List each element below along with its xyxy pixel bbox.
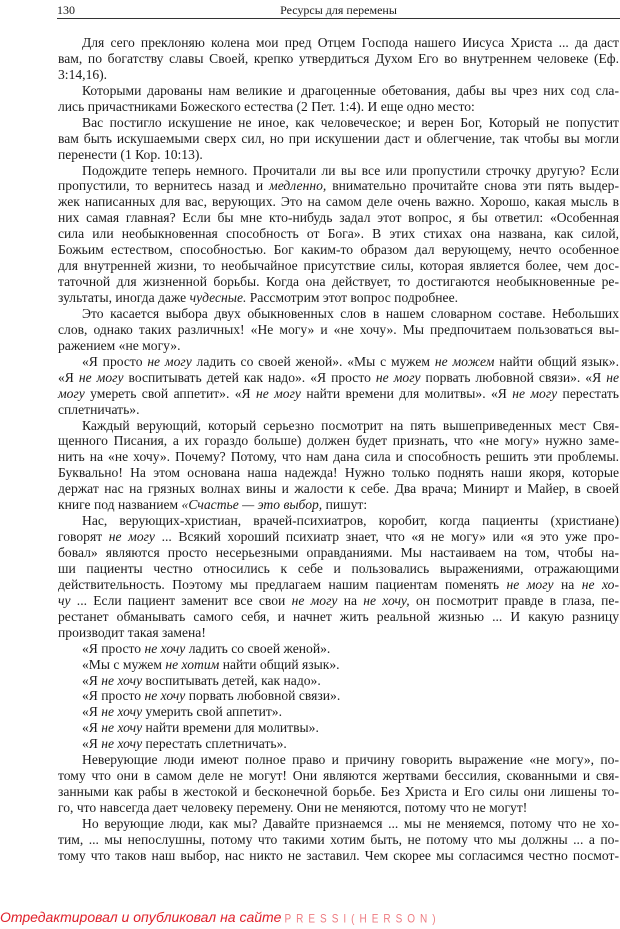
text-line: «Я не хочу найти времени для молитвы». bbox=[82, 720, 319, 736]
emphasis: не могу bbox=[108, 529, 155, 545]
text-line: «Я не хочу перестать сплетничать». bbox=[82, 736, 287, 752]
paragraph bbox=[58, 688, 619, 704]
site-logo: PRESSI(HERSON) bbox=[284, 912, 441, 927]
text-line: го, что навсегда дает человеку перемену. Они не меняются, потому что не могут! bbox=[58, 800, 528, 815]
text-line: них самая главная? Если бы мне кто-нибудь задал этот вопрос, я бы ответил: «Особенная bbox=[58, 210, 619, 226]
text-line: «Я просто не хочу порвать любовной связи». bbox=[82, 688, 341, 704]
text-line: Это касается выбора двух обыкновенных слов в нашем словарном составе. Небольших bbox=[82, 305, 619, 321]
text-line: тим, ... мы непослушны, потому что такими хотим быть, не потому что мы должны ... а по- bbox=[58, 831, 619, 847]
emphasis: не можем bbox=[434, 353, 495, 369]
emphasis: не bbox=[606, 369, 619, 385]
text-line: книге под названием «Счастье — это выбор, пишут: bbox=[58, 497, 368, 513]
emphasis: не могу bbox=[78, 369, 124, 385]
emphasis: не хотим bbox=[165, 656, 220, 672]
text-line: перенести (1 Кор. 10:13). bbox=[58, 146, 203, 162]
text-line: «Я не хочу воспитывать детей, как надо». bbox=[82, 672, 321, 688]
text-line: ражением «не могу». bbox=[58, 337, 181, 353]
text-line: Каждый верующий, который серьезно посмотрит на пять вышеприведенных мест Свя- bbox=[82, 417, 619, 433]
text-line: Буквально! На этом основана наша надежда! Нужно только поднять наши якоря, которые bbox=[58, 465, 619, 481]
emphasis: медленно, bbox=[269, 178, 327, 194]
paragraph bbox=[58, 35, 619, 83]
emphasis: не могу bbox=[506, 576, 554, 592]
emphasis: не хочу bbox=[144, 688, 186, 704]
text-line: «Я не могу воспитывать детей как надо». «Я просто не могу порвать любовной связи». «Я не bbox=[58, 369, 619, 385]
text-line: зультаты, иногда даже чудесные. Рассмотрим этот вопрос подробнее. bbox=[58, 290, 459, 305]
paragraph bbox=[58, 816, 619, 864]
text-line: занными как рабы в жестокой и бесконечной борьбе. Без Христа и Его силы они лишены то- bbox=[58, 784, 619, 800]
emphasis: чу bbox=[58, 592, 71, 608]
text-line: тому что они в самом деле не могут! Они являются жертвами бессилия, скованными и свя- bbox=[58, 768, 619, 784]
running-header bbox=[57, 2, 620, 19]
text-line: жек написанных для вас, верующих. Это на самом деле очень важно. Хорошо, какая мысль в bbox=[58, 194, 619, 210]
text-line: действительность. Поэтому мы предлагаем нашим пациентам поменять не могу на не хо- bbox=[58, 576, 619, 592]
text-line: вам быть искушаемыми сверх сил, но при искушении даст и облегчение, так чтобы вы могли bbox=[58, 130, 619, 146]
text-line: рестанет обманывать самого себя, и начнет жить реальной жизнью ... И какую разницу bbox=[58, 608, 619, 624]
paragraph bbox=[58, 736, 619, 752]
emphasis: не могу bbox=[375, 369, 421, 385]
text-line: Которыми дарованы нам великие и драгоценные обетования, дабы вы чрез них сод сла- bbox=[82, 82, 619, 98]
text-line: Вас постигло искушение не иное, как человеческое; и верен Бог, Который не попустит bbox=[82, 114, 619, 130]
text-line: сплетничать». bbox=[58, 401, 140, 417]
text-line: производит такая замена! bbox=[58, 624, 206, 640]
emphasis: чудесные. bbox=[189, 290, 247, 305]
text-line: Для сего преклоняю колена мои пред Отцем Господа нашего Иисуса Христа ... да даст bbox=[82, 35, 619, 50]
text-line: бовал» являются просто несерьезными оправданиями. Мы настаиваем на том, чтобы на- bbox=[58, 545, 619, 560]
paragraph bbox=[58, 752, 619, 816]
paragraph bbox=[58, 513, 619, 641]
text-line: слов, однако таких различных! «Не могу» и «не хочу». Мы предпочитаем пользоваться вы- bbox=[58, 321, 619, 337]
emphasis: не могу bbox=[291, 592, 338, 608]
credit-text: Отредактировал и опубликовал на сайте bbox=[0, 909, 282, 925]
emphasis: не могу bbox=[255, 385, 301, 401]
paragraph bbox=[58, 306, 619, 354]
text-line: нить на «не хочу». Почему? Потому, что нам дана сила и способность решить эти проблемы. bbox=[58, 449, 619, 465]
emphasis: могу bbox=[58, 385, 85, 401]
paragraph bbox=[58, 673, 619, 689]
paragraph bbox=[58, 418, 619, 514]
paragraph bbox=[58, 115, 619, 163]
text-line: чу ... Если пациент заменит все свои не могу на не хочу, он посмотрит правде в глаза, пе- bbox=[58, 592, 619, 608]
emphasis: не хо- bbox=[581, 576, 619, 592]
footer bbox=[0, 909, 441, 927]
text-line: могу умереть свой аппетит». «Я не могу найти времени для молитвы». «Я не могу перестать bbox=[58, 385, 619, 401]
text-line: Божьим естеством, способностью. Бог каким-то образом дал верующему, нечто особенное bbox=[58, 242, 619, 258]
emphasis: не хочу bbox=[101, 736, 143, 752]
emphasis: не хочу bbox=[101, 672, 143, 688]
text-line: вам, по богатству славы Своей, крепко утвердиться Духом Его во внутреннем человеке (Еф. bbox=[58, 50, 619, 66]
text-line: для внутренней жизни, то необычайное присутствие силы, которая является более, чем дос- bbox=[58, 258, 619, 274]
emphasis: не хочу, bbox=[363, 592, 410, 608]
text-line: таточной для жизненной борьбы. Когда она действует, то достигаются необыкновенные ре- bbox=[58, 274, 619, 290]
paragraph bbox=[58, 704, 619, 720]
paragraph bbox=[58, 163, 619, 306]
emphasis: не хочу bbox=[101, 720, 143, 736]
emphasis: не могу bbox=[147, 353, 192, 369]
paragraph bbox=[58, 641, 619, 657]
running-title: Ресурсы для перемены bbox=[280, 3, 397, 17]
text-line: ши пациенты честно относились к себе и пользовались выражениями, отражающими bbox=[58, 560, 619, 576]
text-line: «Я просто не могу ладить со своей женой». «Мы с мужем не можем найти общий язык». bbox=[82, 353, 619, 369]
emphasis: не хочу bbox=[144, 640, 186, 656]
paragraph bbox=[58, 657, 619, 673]
text-line: тому что таков наш выбор, нас никто не заставил. Чем скорее мы согласимся честно посмот- bbox=[58, 847, 619, 863]
text-line: Неверующие люди имеют полное право и причину говорить выражение «не могу», по- bbox=[82, 752, 619, 768]
paragraph bbox=[58, 354, 619, 418]
text-line: «Я не хочу умерить свой аппетит». bbox=[82, 704, 282, 720]
emphasis: не могу bbox=[512, 385, 558, 401]
emphasis: не хочу bbox=[101, 704, 143, 720]
page-body bbox=[58, 35, 619, 864]
text-line: пропустили, то вернитесь назад и медленно, внимательно прочитайте снова эти пять выдер- bbox=[58, 178, 619, 194]
text-line: держат нас на грязных волнах вины и жалости к себе. Два врача; Минирт и Майер, в своей bbox=[58, 481, 619, 497]
text-line: лись причастниками Божеского естества (2 Пет. 1:4). И еще одно место: bbox=[58, 98, 475, 114]
page-number: 130 bbox=[57, 3, 75, 17]
emphasis: «Счастье — это выбор, bbox=[181, 497, 323, 513]
text-line: сила или необыкновенная способность от Бога». В этих стихах она названа, как силой, bbox=[58, 226, 619, 242]
text-line: «Я просто не хочу ладить со своей женой». bbox=[82, 640, 331, 656]
paragraph bbox=[58, 83, 619, 115]
text-line: щенного Писания, а их гораздо больше) должен будет признать, что «не могу» нужно заме- bbox=[58, 433, 619, 449]
text-line: говорят не могу ... Всякий хороший психиатр знает, что «я не могу» или «я это уже про- bbox=[58, 529, 619, 545]
text-line: Но верующие люди, как мы? Давайте признаемся ... мы не меняемся, потому что не хо- bbox=[82, 815, 619, 831]
text-line: «Мы с мужем не хотим найти общий язык». bbox=[82, 656, 340, 672]
paragraph bbox=[58, 720, 619, 736]
text-line: Подождите теперь немного. Прочитали ли вы все или пропустили строчку другую? Если bbox=[82, 162, 619, 178]
text-line: Нас, верующих-христиан, врачей-психиатров, коробит, когда пациенты (христиане) bbox=[82, 513, 619, 529]
text-line: 3:14,16). bbox=[58, 66, 108, 82]
